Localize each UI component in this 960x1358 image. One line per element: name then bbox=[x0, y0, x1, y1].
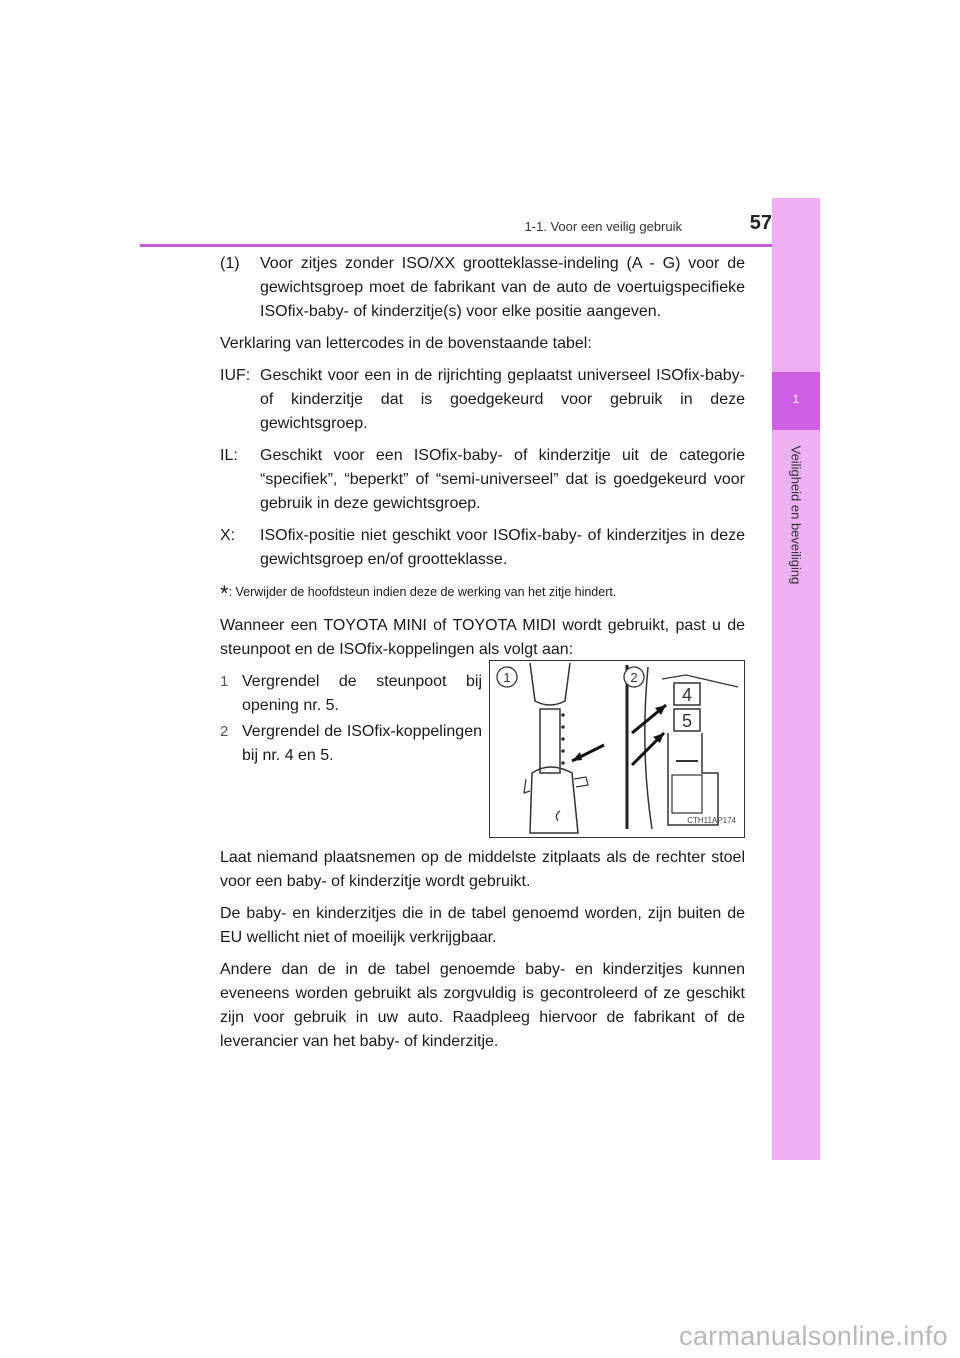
steps-with-figure bbox=[220, 670, 745, 838]
footnote-mark: * bbox=[220, 581, 229, 606]
note-1 bbox=[220, 252, 745, 324]
step-text: Vergrendel de steunpoot bij opening nr. 5. bbox=[242, 673, 482, 714]
chapter-side-tab[interactable] bbox=[772, 198, 820, 1160]
code-item bbox=[220, 524, 745, 572]
code-label: IUF: bbox=[220, 367, 251, 384]
chapter-number: 1 bbox=[792, 392, 800, 406]
toyota-intro: Wanneer een TOYOTA MINI of TOYOTA MIDI wordt gebruikt, past u de steunpoot en de ISOfix-koppelingen als volgt aan: bbox=[220, 617, 745, 658]
step-number: 2 bbox=[220, 723, 229, 740]
legend-intro: Verklaring van lettercodes in de bovenstaande tabel: bbox=[220, 335, 592, 352]
para-other-seats: Andere dan de in de tabel genoemde baby- en kinderzitjes kunnen eveneens worden gebruikt als zorgvuldig is gecontroleerd of ze geschikt zijn voor gebruik in uw auto. Raadpleeg hiervoor de fabrikant of de leverancier van het baby- of kinderzitje. bbox=[220, 961, 745, 1050]
step-list bbox=[220, 670, 482, 838]
seat-leg-upper bbox=[530, 663, 570, 705]
page-body bbox=[220, 252, 745, 1062]
note-1-label: (1) bbox=[220, 255, 240, 272]
code-description: Geschikt voor een ISOfix-baby- of kinderzitje uit de categorie “specifiek”, “beperkt” of “semi-universeel” dat is goedgekeurd voor gebruik in deze gewichtsgroep. bbox=[260, 447, 745, 512]
watermark: carmanualsonline.info bbox=[679, 1321, 948, 1351]
code-item bbox=[220, 364, 745, 436]
footnote-text: : Verwijder de hoofdsteun indien deze de werking van het zitje hindert. bbox=[228, 585, 617, 599]
callout-2-label: 2 bbox=[630, 670, 638, 685]
release-button bbox=[574, 777, 588, 787]
step-item bbox=[220, 720, 482, 768]
anchor-5-label: 5 bbox=[681, 711, 693, 731]
chapter-label: Veiligheid en beveiliging bbox=[788, 445, 804, 585]
step-item bbox=[220, 670, 482, 718]
support-leg-base bbox=[530, 767, 578, 833]
callout-1-label: 1 bbox=[503, 670, 511, 685]
header-rule bbox=[140, 244, 820, 247]
footnote bbox=[220, 580, 745, 606]
code-description: Geschikt voor een in de rijrichting geplaatst universeel ISOfix-baby- of kinderzitje dat is goedgekeurd voor gebruik in deze gewichtsgroep. bbox=[260, 367, 745, 432]
note-1-text: Voor zitjes zonder ISO/XX grootteklasse-indeling (A - G) voor de gewichtsgroep moet de fabrikant van de auto de voertuigspecifieke ISOfix-baby- of kinderzitje(s) voor elke positie aangeven. bbox=[260, 255, 745, 320]
page-number: 57 bbox=[749, 212, 772, 234]
anchor-4-label: 4 bbox=[681, 685, 693, 705]
step-text: Vergrendel de ISOfix-koppelingen bij nr. 4 en 5. bbox=[242, 723, 482, 764]
code-label: X: bbox=[220, 527, 236, 544]
code-label: IL: bbox=[220, 447, 238, 464]
step-number: 1 bbox=[220, 673, 229, 690]
figure-code: CTH11AP174 bbox=[687, 816, 736, 825]
isofix-illustration bbox=[489, 660, 745, 838]
para-middle-seat: Laat niemand plaatsnemen op de middelste zitplaats als de rechter stoel voor een baby- of kinderzitje wordt gebruikt. bbox=[220, 849, 745, 890]
code-description: ISOfix-positie niet geschikt voor ISOfix-baby- of kinderzitjes in deze gewichtsgroep en/of grootteklasse. bbox=[260, 527, 745, 568]
section-title: 1-1. Voor een veilig gebruik bbox=[524, 219, 682, 234]
para-availability: De baby- en kinderzitjes die in de tabel genoemd worden, zijn buiten de EU wellicht niet of moeilijk verkrijgbaar. bbox=[220, 905, 745, 946]
code-item bbox=[220, 444, 745, 516]
support-leg-rod bbox=[540, 709, 560, 773]
